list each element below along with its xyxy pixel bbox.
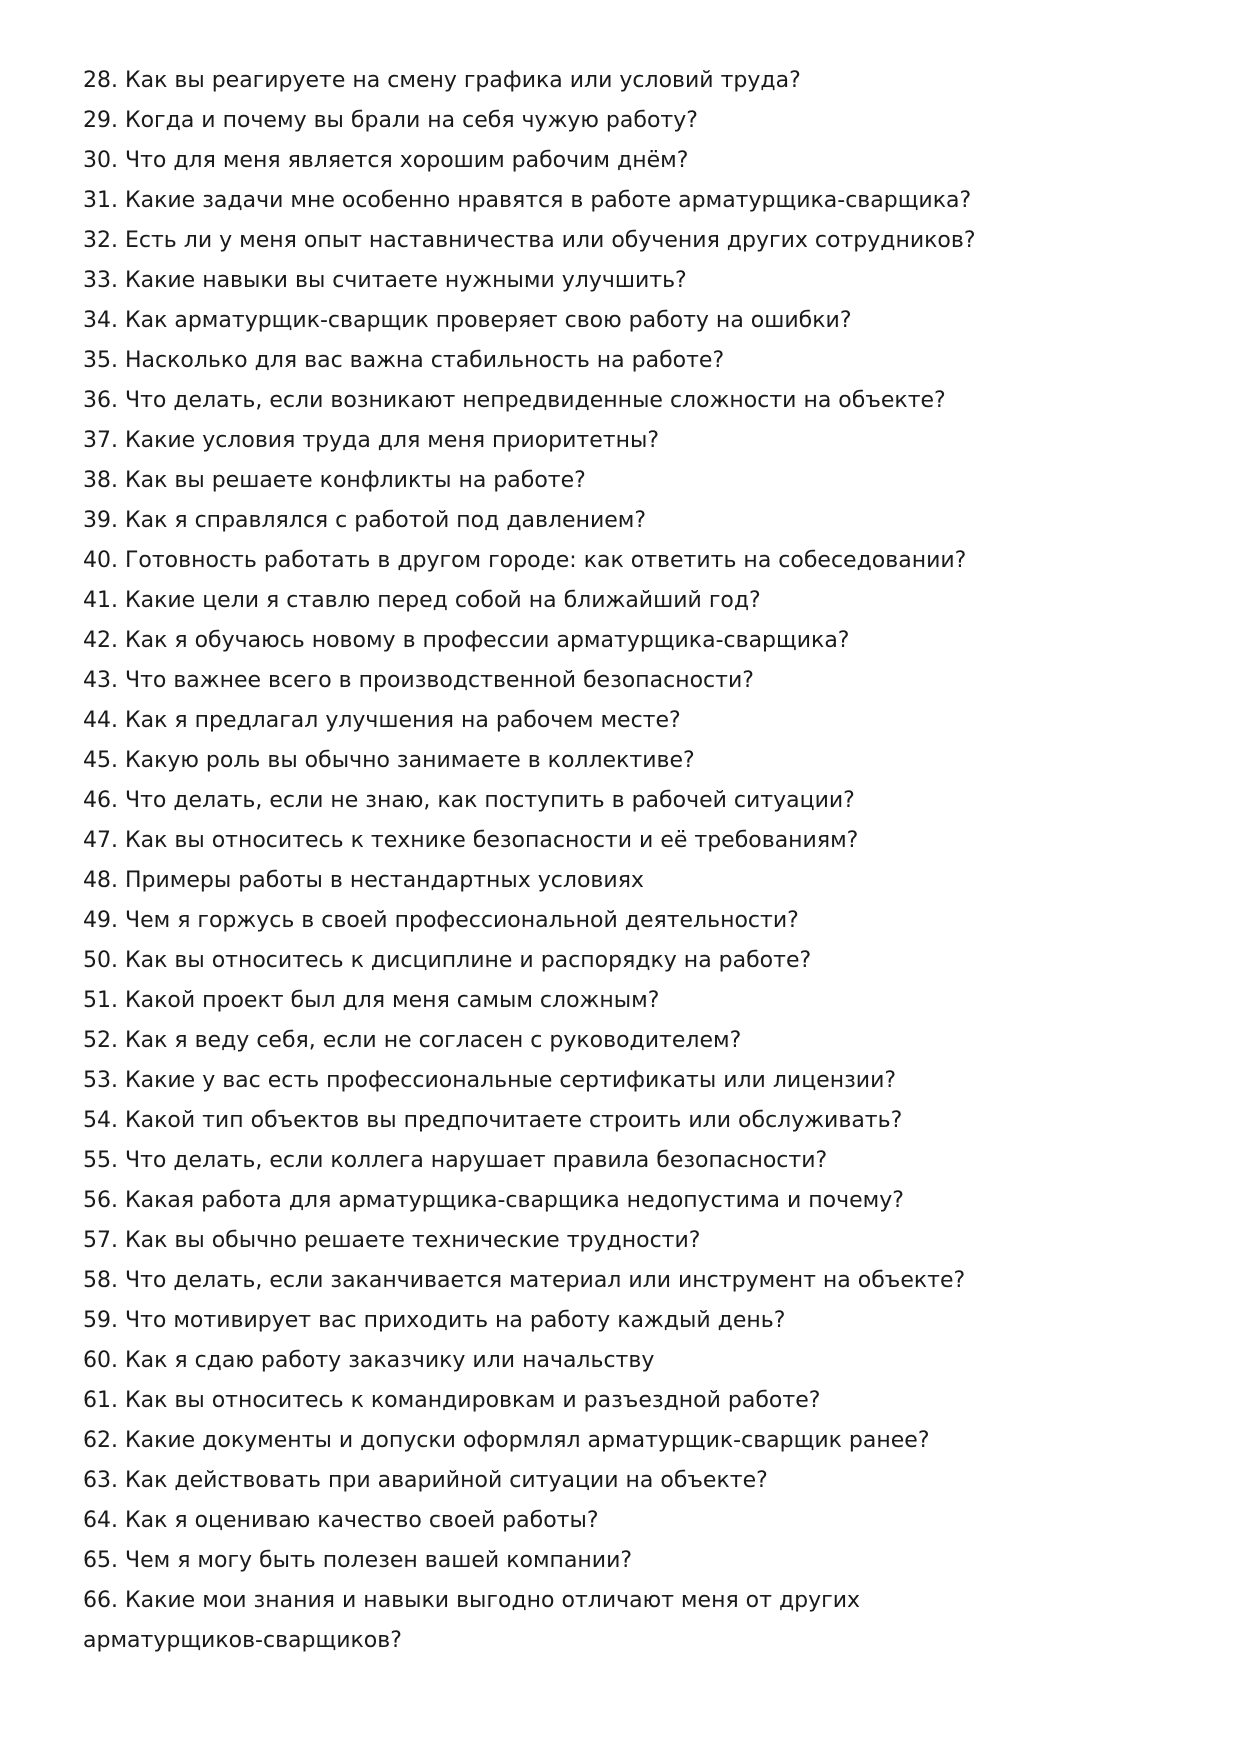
- question-item: 45. Какую роль вы обычно занимаете в коллективе?: [83, 748, 695, 773]
- question-item: 36. Что делать, если возникают непредвиденные сложности на объекте?: [83, 388, 946, 413]
- question-item: 43. Что важнее всего в производственной безопасности?: [83, 668, 754, 693]
- question-item: 31. Какие задачи мне особенно нравятся в работе арматурщика-сварщика?: [83, 188, 972, 213]
- question-item: 60. Как я сдаю работу заказчику или начальству: [83, 1348, 655, 1373]
- question-item: 46. Что делать, если не знаю, как поступить в рабочей ситуации?: [83, 788, 855, 813]
- question-item: 38. Как вы решаете конфликты на работе?: [83, 468, 586, 493]
- question-item: 55. Что делать, если коллега нарушает правила безопасности?: [83, 1148, 828, 1173]
- question-item: 40. Готовность работать в другом городе: как ответить на собеседовании?: [83, 548, 967, 573]
- question-item: 66. Какие мои знания и навыки выгодно отличают меня от других арматурщиков-сварщиков?: [83, 1588, 861, 1653]
- question-item: 54. Какой тип объектов вы предпочитаете строить или обслуживать?: [83, 1108, 903, 1133]
- question-item: 52. Как я веду себя, если не согласен с руководителем?: [83, 1028, 742, 1053]
- question-item: 58. Что делать, если заканчивается материал или инструмент на объекте?: [83, 1268, 966, 1293]
- question-list: [83, 61, 1083, 1661]
- question-item: 56. Какая работа для арматурщика-сварщика недопустима и почему?: [83, 1188, 904, 1213]
- question-item: 62. Какие документы и допуски оформлял арматурщик-сварщик ранее?: [83, 1428, 930, 1453]
- question-item: 44. Как я предлагал улучшения на рабочем месте?: [83, 708, 681, 733]
- question-item: 32. Есть ли у меня опыт наставничества или обучения других сотрудников?: [83, 228, 976, 253]
- question-item: 37. Какие условия труда для меня приоритетны?: [83, 428, 660, 453]
- question-item: 57. Как вы обычно решаете технические трудности?: [83, 1228, 701, 1253]
- question-item: 65. Чем я могу быть полезен вашей компании?: [83, 1548, 633, 1573]
- question-item: 61. Как вы относитесь к командировкам и разъездной работе?: [83, 1388, 821, 1413]
- question-item: 51. Какой проект был для меня самым сложным?: [83, 988, 660, 1013]
- question-item: 63. Как действовать при аварийной ситуации на объекте?: [83, 1468, 768, 1493]
- question-item: 33. Какие навыки вы считаете нужными улучшить?: [83, 268, 687, 293]
- question-item: 50. Как вы относитесь к дисциплине и распорядку на работе?: [83, 948, 812, 973]
- question-item: 47. Как вы относитесь к технике безопасности и её требованиям?: [83, 828, 859, 853]
- question-item: 49. Чем я горжусь в своей профессиональной деятельности?: [83, 908, 799, 933]
- question-item: 29. Когда и почему вы брали на себя чужую работу?: [83, 108, 698, 133]
- question-item: 59. Что мотивирует вас приходить на работу каждый день?: [83, 1308, 786, 1333]
- question-item: 34. Как арматурщик-сварщик проверяет свою работу на ошибки?: [83, 308, 852, 333]
- question-item: 48. Примеры работы в нестандартных условиях: [83, 868, 644, 893]
- question-item: 30. Что для меня является хорошим рабочим днём?: [83, 148, 689, 173]
- question-item: 42. Как я обучаюсь новому в профессии арматурщика-сварщика?: [83, 628, 850, 653]
- question-item: 39. Как я справлялся с работой под давлением?: [83, 508, 647, 533]
- question-item: 35. Насколько для вас важна стабильность на работе?: [83, 348, 725, 373]
- question-item: 41. Какие цели я ставлю перед собой на ближайший год?: [83, 588, 761, 613]
- question-item: 53. Какие у вас есть профессиональные сертификаты или лицензии?: [83, 1068, 897, 1093]
- question-item: 64. Как я оцениваю качество своей работы?: [83, 1508, 599, 1533]
- question-item: 28. Как вы реагируете на смену графика или условий труда?: [83, 68, 801, 93]
